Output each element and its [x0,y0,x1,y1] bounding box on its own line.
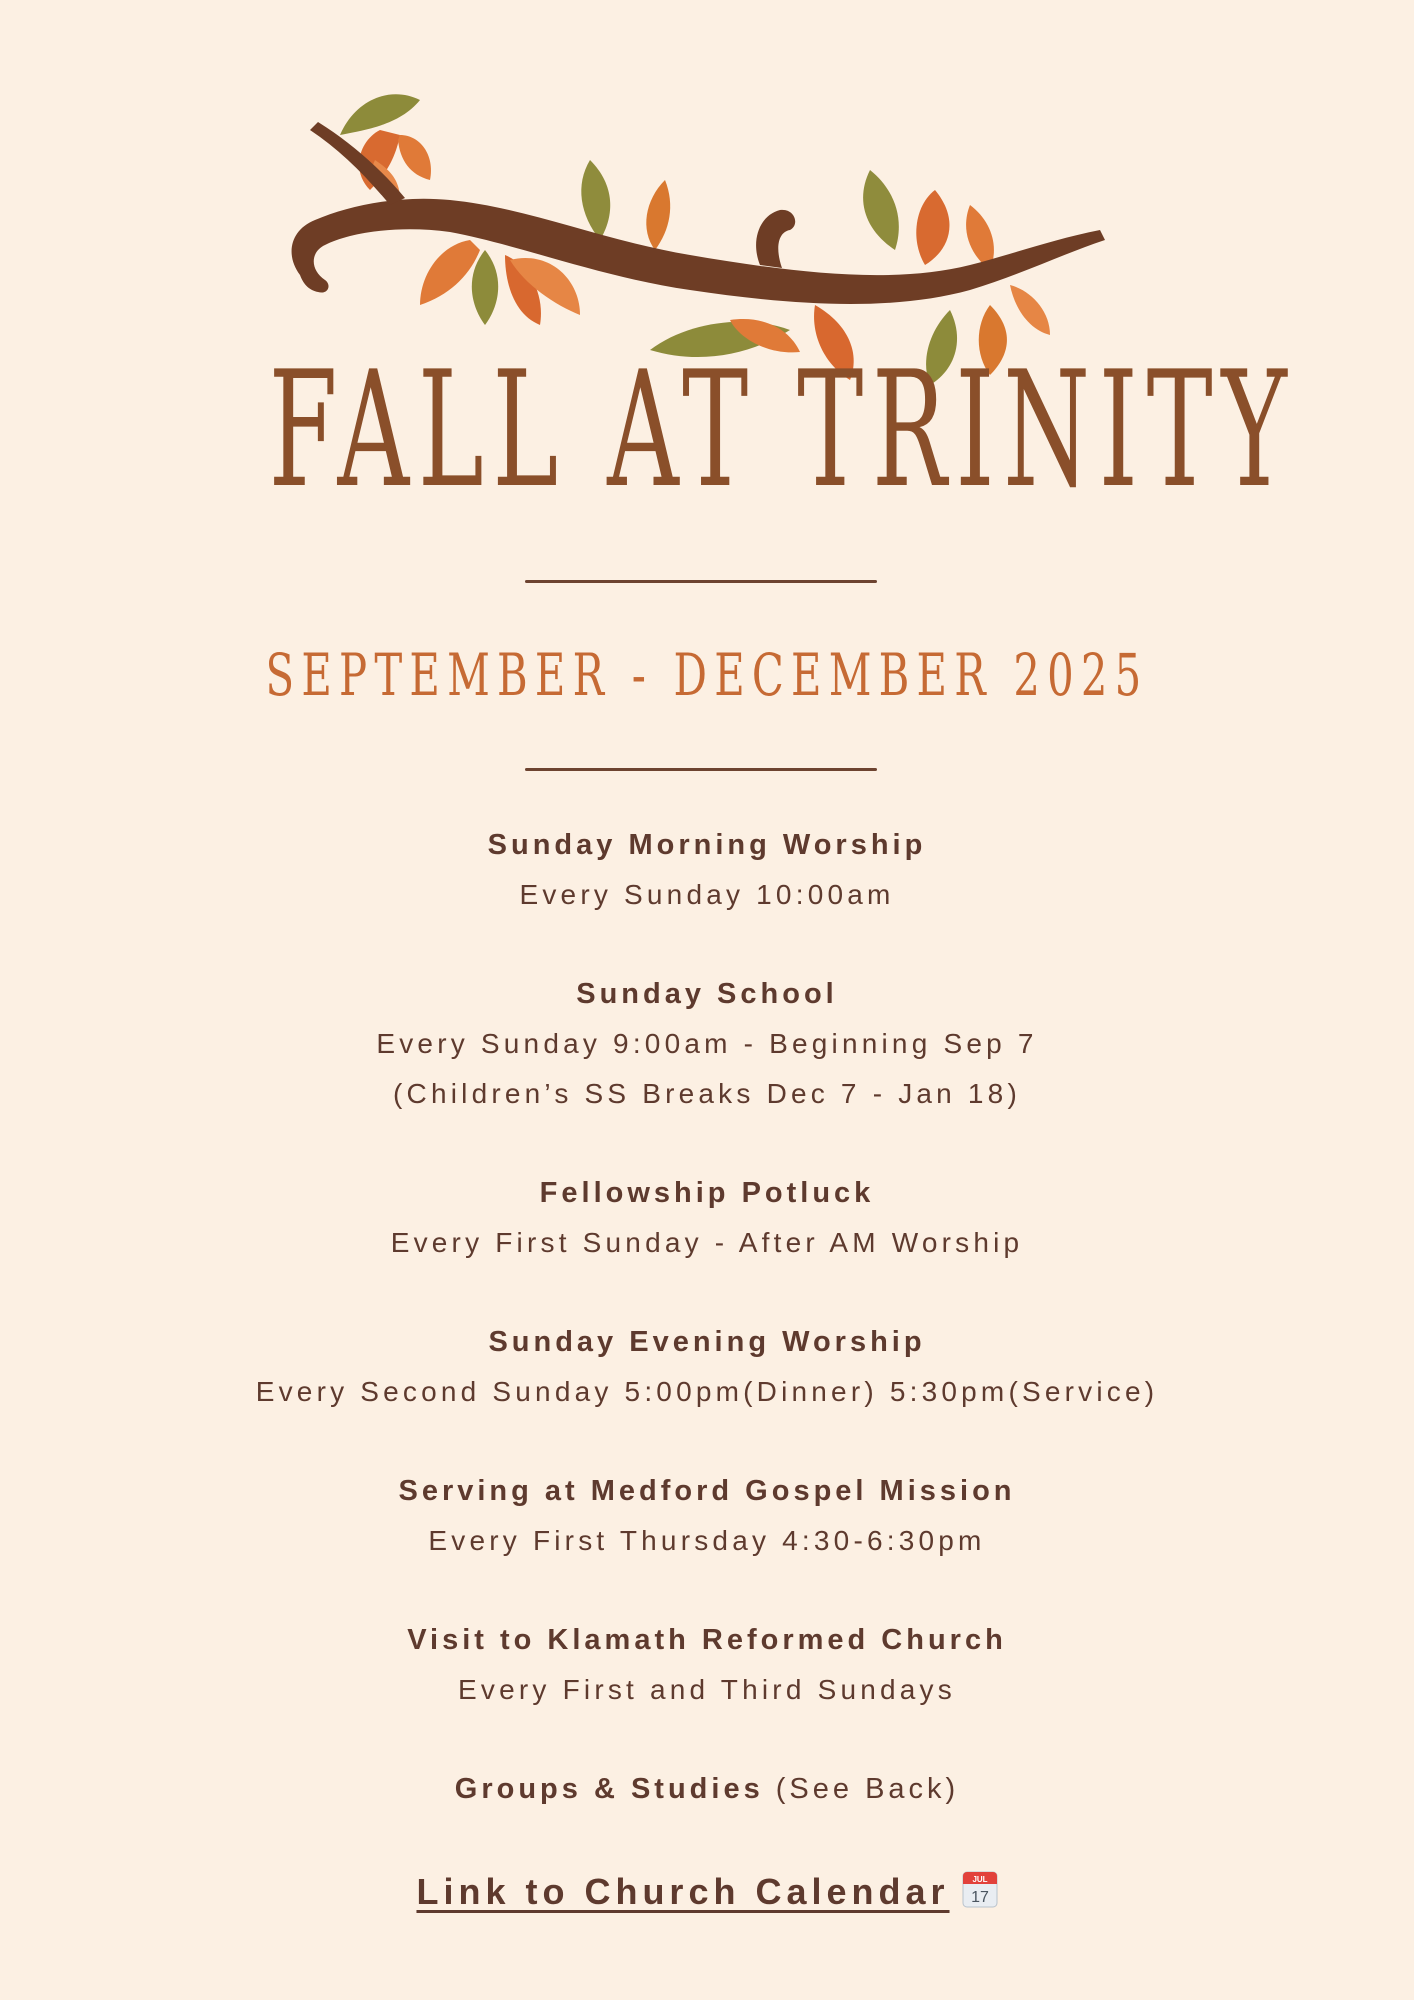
event-item [0,1466,1414,1566]
page-title: FALL AT TRINITY [268,336,1296,523]
event-detail: Every Sunday 10:00am [519,879,895,910]
calendar-icon-day: 17 [970,1889,989,1906]
divider-top [525,580,877,583]
event-title: Serving at Medford Gospel Mission [398,1475,1016,1507]
calendar-icon-month: JUL [971,1875,988,1884]
groups-studies-note [0,1764,1414,1814]
event-item [0,969,1414,1119]
divider-bottom [525,768,877,771]
event-detail: Every First Thursday 4:30-6:30pm [428,1525,986,1556]
event-item [0,1168,1414,1268]
event-title: Sunday School [576,978,838,1010]
date-range: SEPTEMBER - DECEMBER 2025 [265,641,1149,709]
event-item [0,1317,1414,1417]
church-calendar-link[interactable] [416,1871,949,1912]
event-detail: (Children’s SS Breaks Dec 7 - Jan 18) [393,1078,1021,1109]
groups-see-back: (See Back) [763,1773,960,1805]
calendar-icon [962,1870,998,1908]
event-title: Sunday Morning Worship [487,829,927,861]
event-title: Fellowship Potluck [539,1177,875,1209]
event-detail: Every First Sunday - After AM Worship [390,1227,1024,1258]
events-list [0,820,1414,1922]
event-detail: Every Second Sunday 5:00pm(Dinner) 5:30pm(Service) [255,1376,1159,1407]
event-title: Sunday Evening Worship [488,1326,926,1358]
event-detail: Every Sunday 9:00am - Beginning Sep 7 [376,1028,1038,1059]
calendar-link-label: Link to Church Calendar [416,1871,950,1912]
event-detail: Every First and Third Sundays [458,1674,956,1705]
event-title: Visit to Klamath Reformed Church [407,1624,1007,1656]
event-item [0,820,1414,920]
event-item [0,1615,1414,1715]
groups-label: Groups & Studies [454,1773,764,1805]
